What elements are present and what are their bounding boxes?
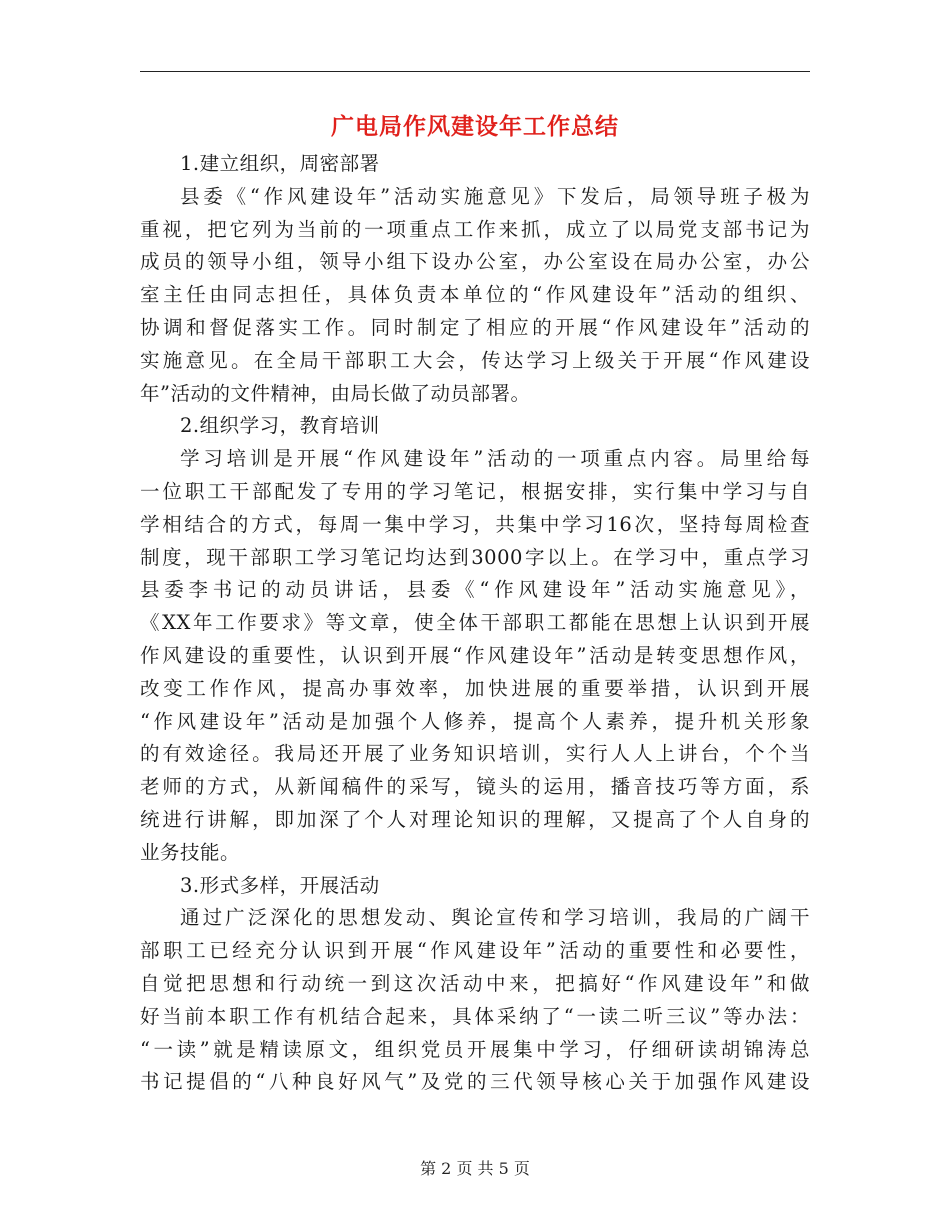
page-number: 第 2 页 共 5 页 xyxy=(420,1159,530,1178)
document-body xyxy=(140,148,810,1099)
body-text-line: 3.形式多样，开展活动 xyxy=(180,873,380,897)
body-text-line: 部职工已经充分认识到开展“作风建设年”活动的重要性和必要性， xyxy=(140,939,810,963)
body-text-line: 作风建设的重要性，认识到开展“作风建设年”活动是转变思想作风， xyxy=(140,643,810,667)
body-text-line: 室主任由同志担任，具体负责本单位的“作风建设年”活动的组织、 xyxy=(140,283,810,307)
document-title: 广电局作风建设年工作总结 xyxy=(331,113,619,140)
body-text-line: 协调和督促落实工作。同时制定了相应的开展“作风建设年”活动的 xyxy=(140,315,810,339)
body-text-line: 成员的领导小组，领导小组下设办公室，办公室设在局办公室，办公 xyxy=(140,250,810,274)
body-text-line: 统进行讲解，即加深了个人对理论知识的理解，又提高了个人自身的 xyxy=(140,807,810,831)
body-text-line: 业务技能。 xyxy=(140,840,241,864)
body-text-line: “作风建设年”活动是加强个人修养，提高个人素养，提升机关形象 xyxy=(140,709,810,733)
body-text-line: 重视，把它列为当前的一项重点工作来抓，成立了以局党支部书记为 xyxy=(140,217,810,241)
body-text-line: 1.建立组织，周密部署 xyxy=(180,152,380,175)
header-rule xyxy=(140,71,810,72)
body-text-line: 2.组织学习，教育培训 xyxy=(180,414,380,438)
body-text-line: 《XX年工作要求》等文章，使全体干部职工都能在思想上认识到开展 xyxy=(140,611,810,635)
body-text-line: 县委李书记的动员讲话，县委《“作风建设年”活动实施意见》， xyxy=(140,578,810,602)
body-text-line: 学相结合的方式，每周一集中学习，共集中学习16次，坚持每周检查 xyxy=(140,512,810,536)
body-text-line: 实施意见。在全局干部职工大会，传达学习上级关于开展“作风建设 xyxy=(140,348,810,372)
body-text-line: 的有效途径。我局还开展了业务知识培训，实行人人上讲台，个个当 xyxy=(140,742,810,766)
body-text-line: 老师的方式，从新闻稿件的采写，镜头的运用，播音技巧等方面，系 xyxy=(140,775,810,799)
body-text-line: 书记提倡的“八种良好风气”及党的三代领导核心关于加强作风建设 xyxy=(140,1070,810,1094)
body-text-line: “一读”就是精读原文，组织党员开展集中学习，仔细研读胡锦涛总 xyxy=(140,1037,810,1061)
body-text-line: 年”活动的文件精神，由局长做了动员部署。 xyxy=(140,381,531,405)
body-text-line: 自觉把思想和行动统一到这次活动中来，把搞好“作风建设年”和做 xyxy=(140,971,810,995)
body-text-line: 好当前本职工作有机结合起来，具体采纳了“一读二听三议”等办法： xyxy=(140,1004,810,1028)
body-text-line: 一位职工干部配发了专用的学习笔记，根据安排，实行集中学习与自 xyxy=(140,479,810,503)
body-text-line: 制度，现干部职工学习笔记均达到3000字以上。在学习中，重点学习 xyxy=(140,545,810,569)
body-text-line: 改变工作作风，提高办事效率，加快进展的重要举措，认识到开展 xyxy=(140,676,810,700)
body-text-line: 通过广泛深化的思想发动、舆论宣传和学习培训，我局的广阔干 xyxy=(180,906,810,930)
body-text-line: 学习培训是开展“作风建设年”活动的一项重点内容。局里给每 xyxy=(180,447,810,471)
body-text-line: 县委《“作风建设年”活动实施意见》下发后，局领导班子极为 xyxy=(180,184,810,208)
